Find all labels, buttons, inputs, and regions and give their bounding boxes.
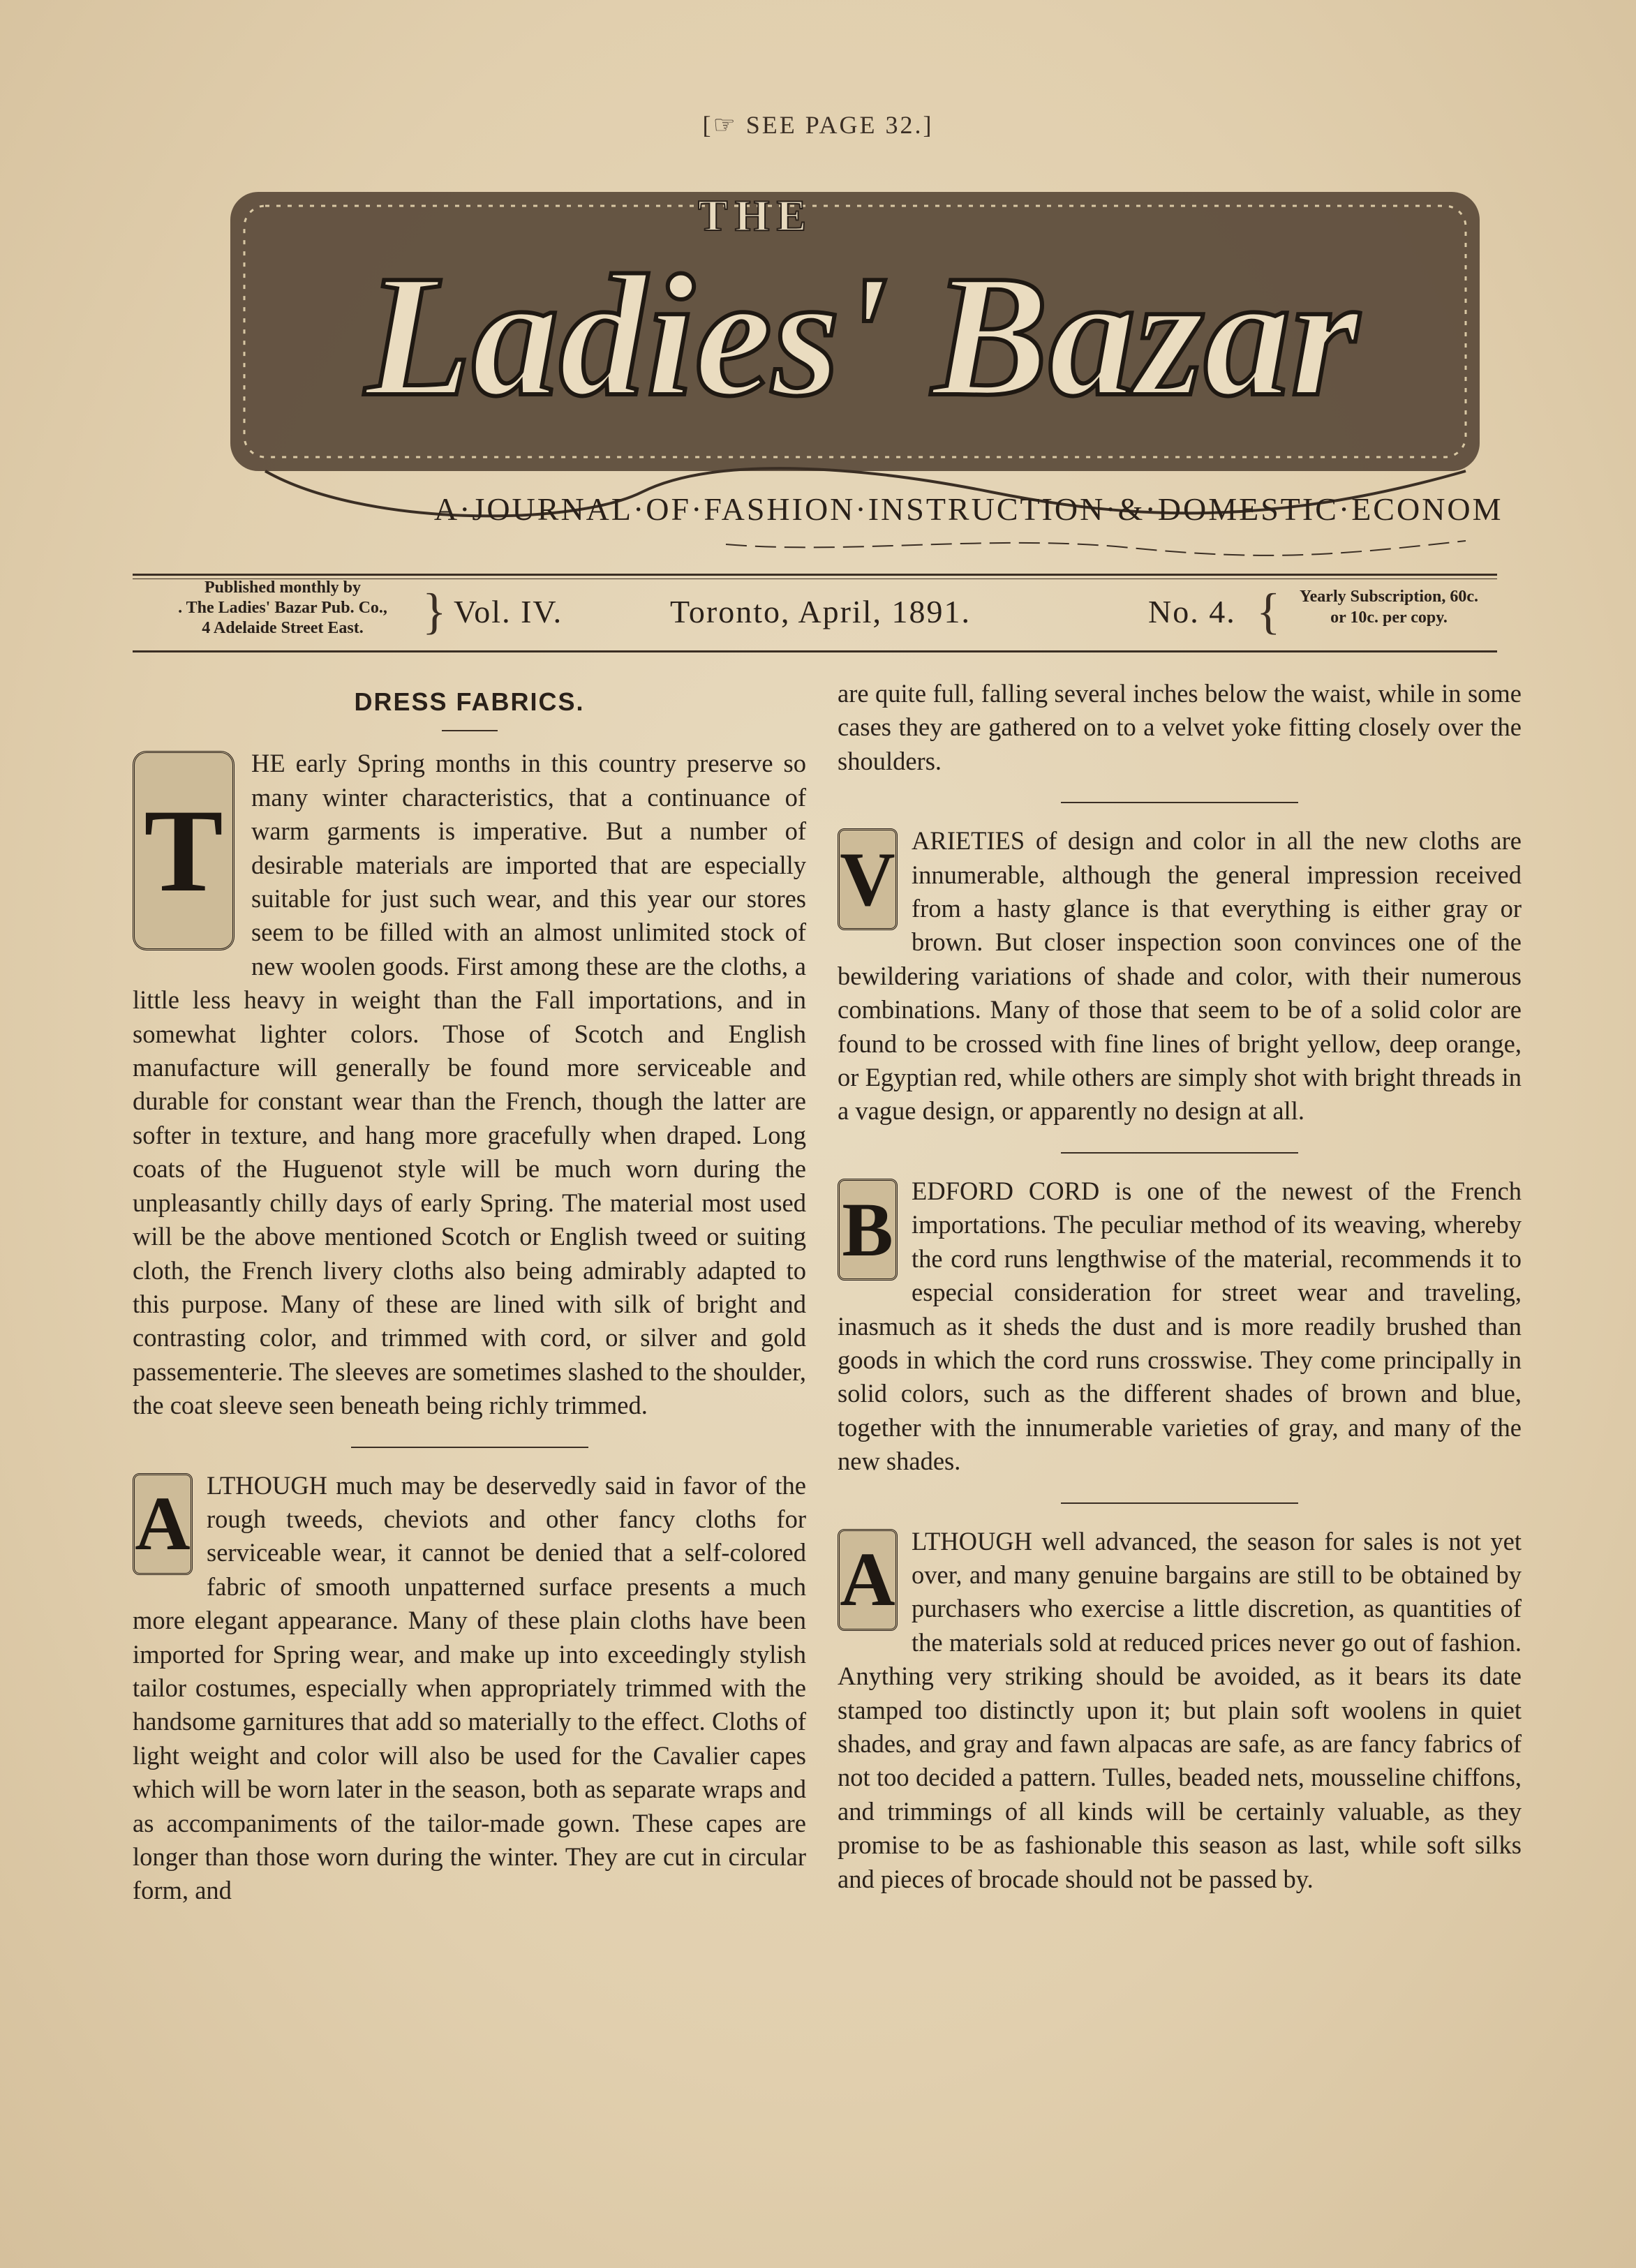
- paragraph: [133, 1469, 806, 1908]
- issue-info-row: [133, 572, 1497, 656]
- paragraph-continuation: are quite full, falling several inches below the waist, while in some cases they are gathered on to a velvet yoke fitting closely over the shoulders.: [838, 679, 1522, 775]
- subscription-info: [1277, 586, 1501, 628]
- section-separator: [1061, 802, 1298, 803]
- left-column: [133, 677, 806, 1908]
- paragraph: [133, 747, 806, 1422]
- title-rule: [442, 730, 498, 731]
- place-date: Toronto, April, 1891.: [670, 594, 972, 629]
- publisher-line-2: . The Ladies' Bazar Pub. Co.,: [178, 599, 387, 617]
- paragraph: [838, 824, 1522, 1128]
- paragraph: [838, 1525, 1522, 1896]
- paragraph-text: LTHOUGH much may be deservedly said in favor of the rough tweeds, cheviots and other fancy cloths for serviceable wear, it cannot be denied that a self-colored fabric of smooth unpatterned surface presents a much more elegant appearance. Many of these plain cloths have been imported for Spring wear, and make up into exceedingly stylish tailor costumes, especially when appropriately trimmed with the handsome garnitures that add so materially to the effect. Cloths of light weight and color will also be used for the Cavalier capes which will be worn later in the season, both as separate wraps and as accompaniments of the tailor-made gown. These capes are longer than those worn during the winter. They are cut in circular form, and: [133, 1470, 806, 1905]
- dropcap-v-ornament: V: [838, 828, 898, 930]
- masthead-the: THE: [698, 191, 814, 240]
- publisher-info: [133, 578, 433, 639]
- section-separator: [1061, 1152, 1298, 1154]
- paragraph-text: LTHOUGH well advanced, the season for sales is not yet over, and many genuine bargains are still to be obtained by purchasers who exercise a little discretion, as quantities of the materials sold at reduced prices never go out of fashion. Anything very striking should be avoided, as it bears its date stamped too distinctly upon it; but plain soft woolens in quiet shades, and gray and fawn alpacas are safe, as are fancy fabrics of not too decided a pattern. Tulles, beaded nets, mousseline chiffons, and trimmings of all kinds will be certainly valuable, as they promise to be as fashionable this season as last, while soft silks and pieces of brocade should not be passed by.: [838, 1526, 1522, 1893]
- section-separator: [1061, 1502, 1298, 1504]
- issue-number: No. 4.: [1148, 594, 1236, 629]
- paragraph-text: EDFORD CORD is one of the newest of the French importations. The peculiar method of its weaving, whereby the cord runs lengthwise of the material, recommends it to especial consideration for street wear and traveling, inasmuch as it sheds the dust and is more readily brushed than goods in which the cord runs crosswise. They come principally in solid colors, such as the different shades of brown and blue, together with the innumerable varieties of gray, and many of the new shades.: [838, 1176, 1522, 1476]
- paragraph-text: ARIETIES of design and color in all the new cloths are innumerable, although the general impression received from a hasty glance is that everything is either gray or brown. But closer inspection soon convinces one of the bewildering variations of shade and color, with their numerous combinations. Many of those that seem to be of a solid color are found to be crossed with fine lines of bright yellow, deep orange, or Egyptian red, while others are simply shot with bright threads in a vague design, or apparently no design at all.: [838, 826, 1522, 1126]
- right-brace-icon: }: [422, 583, 447, 639]
- right-column: [838, 677, 1522, 1896]
- section-separator: [351, 1447, 588, 1448]
- dropcap-a-ornament: A: [133, 1473, 193, 1575]
- paragraph: [838, 1174, 1522, 1479]
- publisher-line-1: Published monthly by: [204, 579, 362, 597]
- left-brace-icon: {: [1256, 583, 1281, 639]
- masthead-subtitle: A·JOURNAL·OF·FASHION·INSTRUCTION·&·DOMESTIC·ECONOMY·: [433, 491, 1501, 527]
- subscription-line-2: or 10c. per copy.: [1330, 609, 1448, 627]
- dropcap-b-ornament: B: [838, 1179, 898, 1281]
- masthead: [223, 164, 1501, 569]
- subscription-line-1: Yearly Subscription, 60c.: [1299, 588, 1478, 606]
- masthead-artwork: [223, 164, 1501, 569]
- masthead-underline-flourish: [726, 541, 1466, 555]
- dropcap-a-ornament: A: [838, 1529, 898, 1631]
- see-page-note: [☞ SEE PAGE 32.]: [702, 111, 934, 139]
- paragraph-text: HE early Spring months in this country preserve so many winter characteristics, that a continuance of warm garments is imperative. But a number of desirable materials are imported that are especially suitable for just such wear, and this year our stores seem to be filled with an almost unlimited stock of new woolen goods. First among these are the cloths, a little less heavy in weight than the Fall importations, and in somewhat lighter colors. Those of Scotch and English manufacture will generally be found more serviceable and durable for constant wear than the French, though the latter are softer in texture, and hang more gracefully when draped. Long coats of the Huguenot style will be much worn during the unpleasantly chilly days of early Spring. The material most used will be the above mentioned Scotch or English tweed or suiting cloth, the French livery cloths also being admirably adapted to this purpose. Many of these are lined with silk of bright and contrasting color, and trimmed with cord, or silver and gold passementerie. The sleeves are sometimes slashed to the shoulder, the coat sleeve seen beneath being richly trimmed.: [133, 749, 806, 1420]
- header-rule-bottom: [133, 650, 1497, 652]
- masthead-title: Ladies' Bazar: [365, 239, 1359, 433]
- dropcap-t-ornament: T: [133, 751, 235, 950]
- article-title: DRESS FABRICS.: [354, 687, 585, 716]
- publisher-line-3: 4 Adelaide Street East.: [202, 619, 364, 637]
- volume-label: Vol. IV.: [454, 594, 563, 629]
